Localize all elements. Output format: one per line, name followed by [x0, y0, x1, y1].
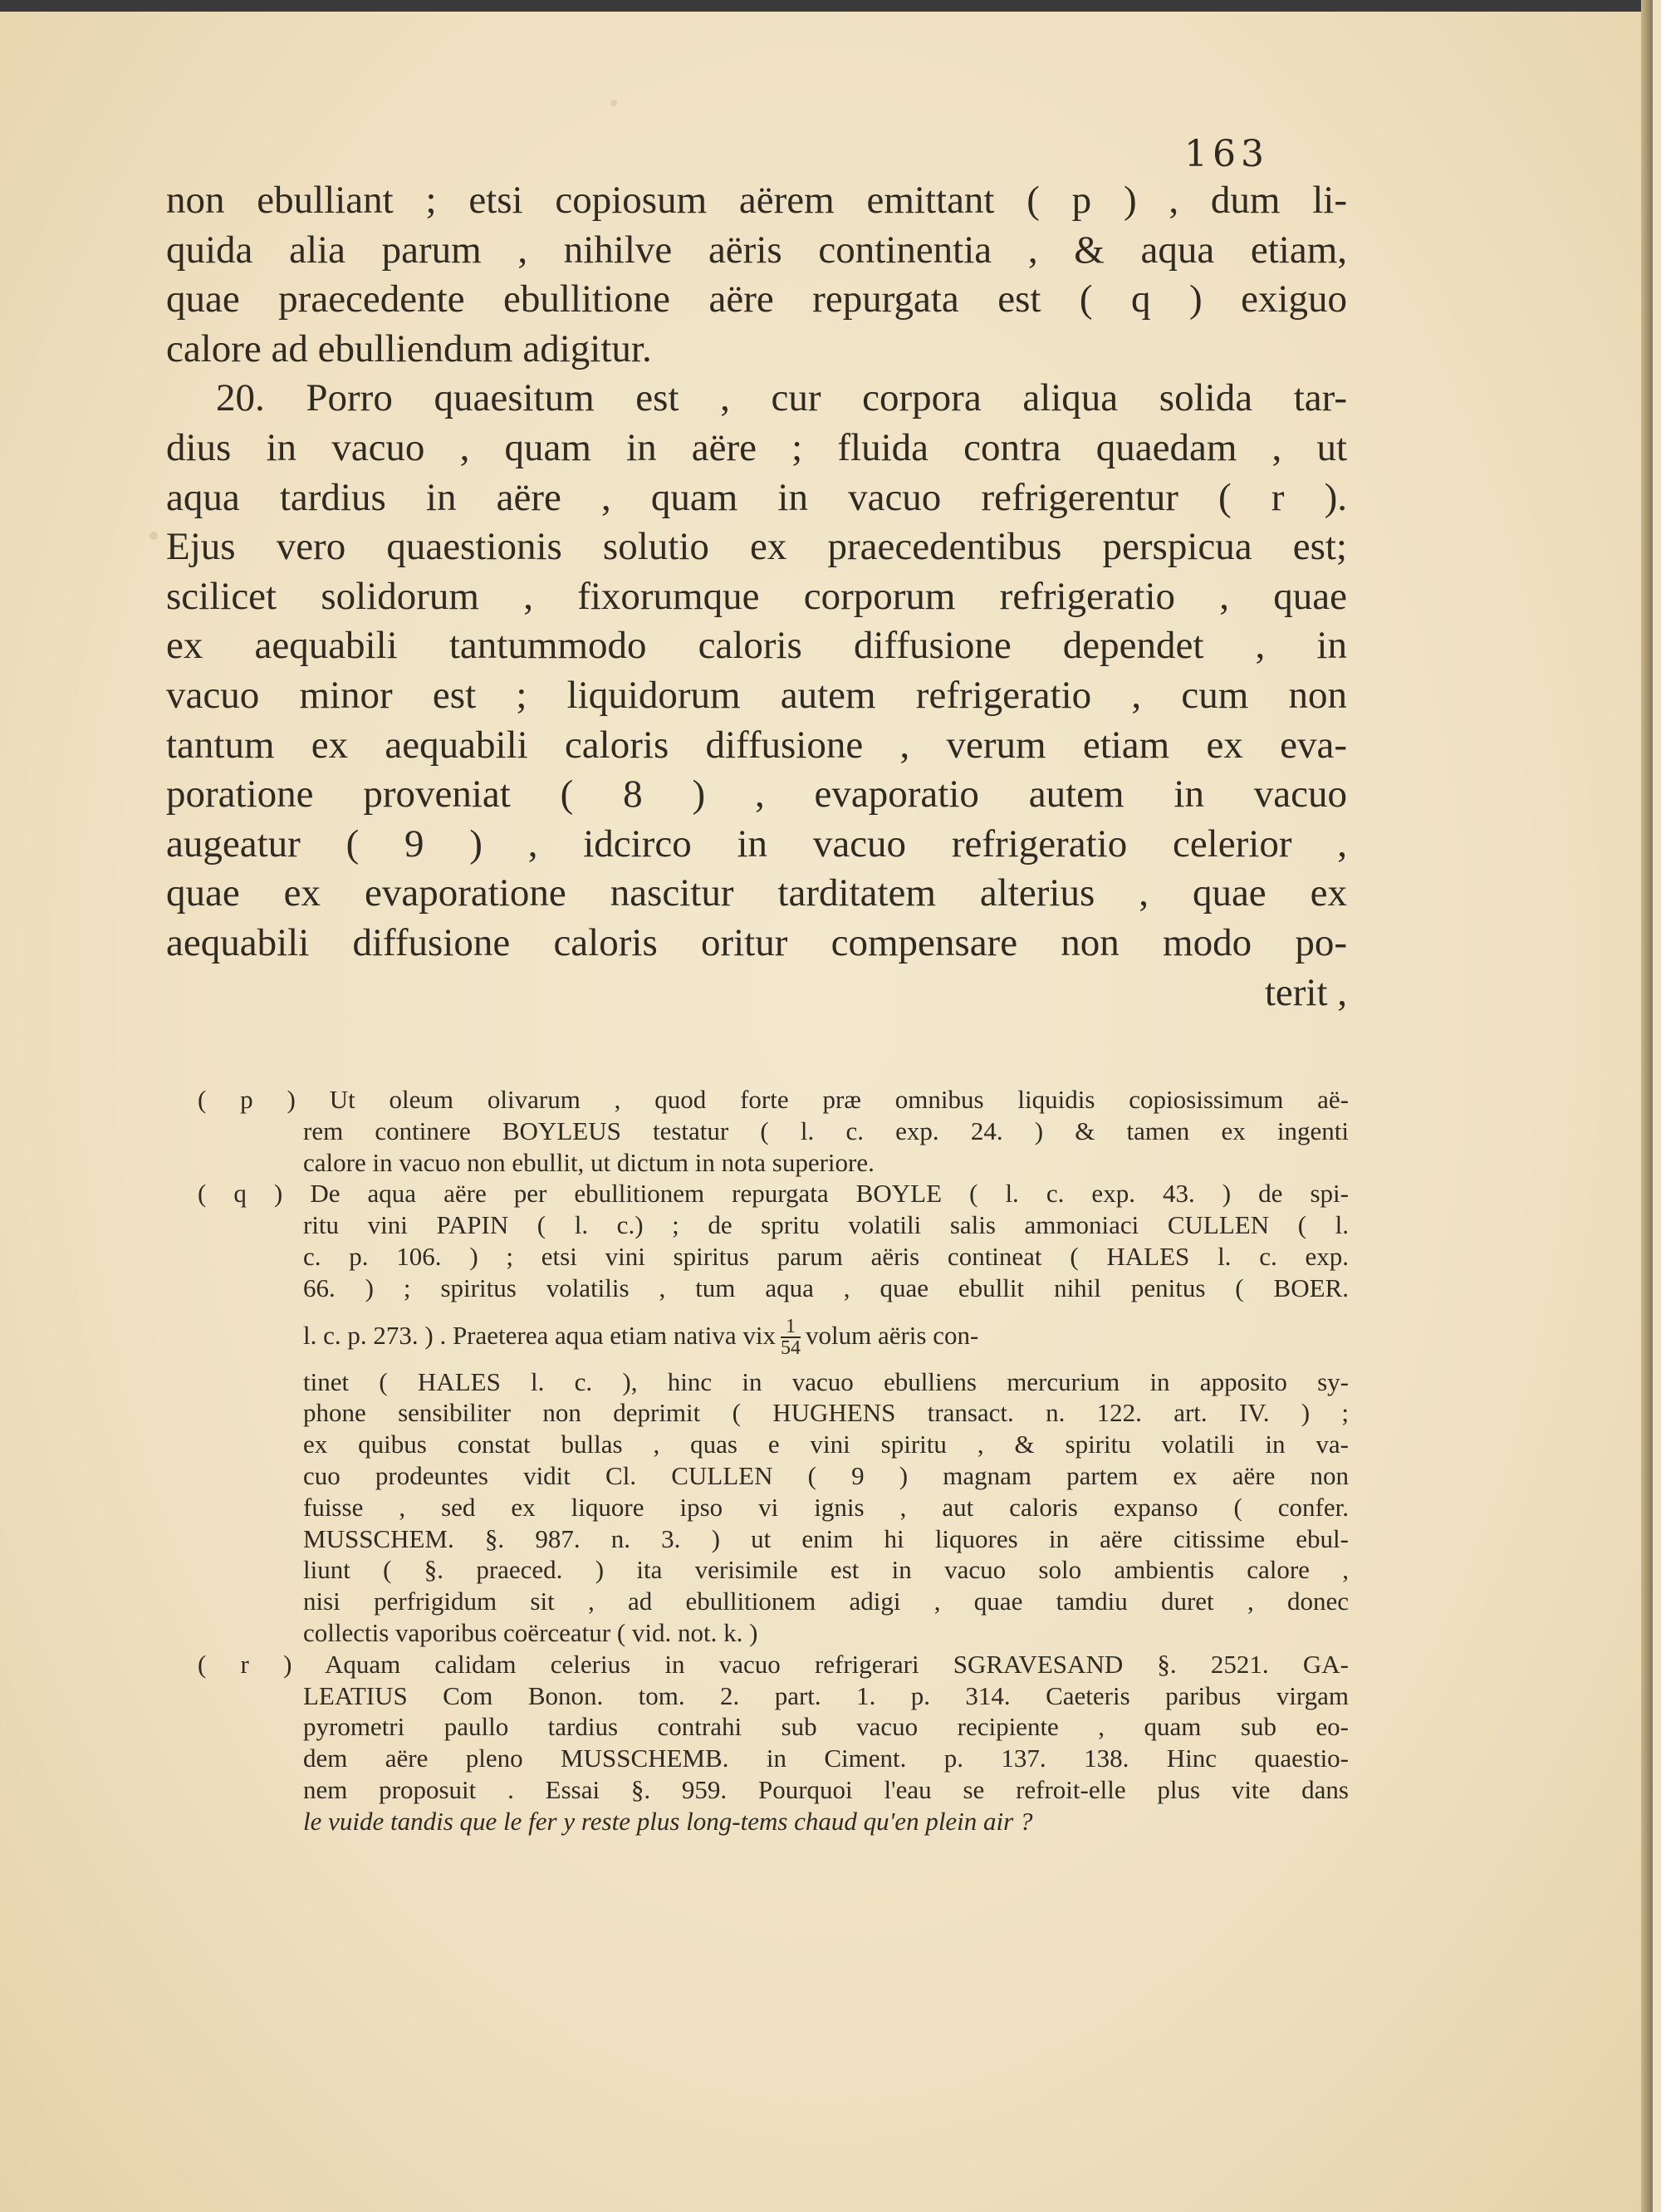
text-line: tantum ex aequabili caloris diffusione , verum etiam ex eva- [166, 723, 1347, 767]
footnote-p-line: calore in vacuo non ebullit, ut dictum in nota superiore. [303, 1147, 875, 1177]
footnote-text: Aquam calidam celerius in vacuo refrigerari SGRAVESAND §. 2521. GA- [324, 1649, 1349, 1679]
catchword: terit , [1264, 970, 1347, 1014]
text-line: augeatur ( 9 ) , idcirco in vacuo refrigeratio celerior , [166, 822, 1347, 866]
main-text [166, 176, 1347, 1018]
text-line: aequabili diffusione caloris oritur compensare non modo po- [166, 920, 1347, 964]
footnote-q-fraction-line [189, 1304, 1349, 1366]
text-line: non ebulliant ; etsi copiosum aërem emittant ( p ) , dum li- [166, 179, 1347, 222]
footnote-p-line [189, 1084, 1349, 1116]
fraction [781, 1317, 801, 1358]
footnote-q-line: c. p. 106. ) ; etsi vini spiritus parum aëris contineat ( HALES l. c. exp. [303, 1241, 1349, 1271]
footnote-text: volum aëris con- [805, 1320, 979, 1350]
footnote-q-line [189, 1178, 1349, 1209]
footnote-text: De aqua aëre per ebullitionem repurgata BOYLE ( l. c. exp. 43. ) de spi- [310, 1179, 1349, 1209]
footnote-q-line: phone sensibiliter non deprimit ( HUGHENS transact. n. 122. art. IV. ) ; [303, 1398, 1349, 1428]
paper-stain [610, 100, 617, 106]
footnote-q-line: MUSSCHEM. §. 987. n. 3. ) ut enim hi liquores in aëre citissime ebul- [303, 1523, 1349, 1553]
scan-top-edge [0, 0, 1653, 12]
page-number: 163 [1184, 133, 1269, 175]
text-line: calore ad ebulliendum adigitur. [166, 326, 652, 370]
text-line: quae praecedente ebullitione aëre repurgata est ( q ) exiguo [166, 277, 1347, 321]
text-line: quae ex evaporatione nascitur tarditatem alterius , quae ex [166, 871, 1347, 915]
footnote-q-line: ritu vini PAPIN ( l. c.) ; de spritu volatili salis ammoniaci CULLEN ( l. [303, 1210, 1349, 1240]
footnote-r-line: le vuide tandis que le fer y reste plus long-tems chaud qu'en plein air ? [303, 1806, 1033, 1836]
paragraph-start-line: 20. Porro quaesitum est , cur corpora aliqua solida tar- [216, 376, 1347, 420]
footnote-text: l. c. p. 273. ) . Praeterea aqua etiam nativa vix [303, 1320, 776, 1350]
footnote-q-line: ex quibus constat bullas , quas e vini spiritu , & spiritu volatili in va- [303, 1430, 1349, 1459]
text-line: quida alia parum , nihilve aëris continentia , & aqua etiam, [166, 228, 1347, 272]
footnotes [189, 1084, 1349, 1837]
footnote-r-line [189, 1649, 1349, 1680]
footnote-q-line: fuisse , sed ex liquore ipso vi ignis , aut caloris expanso ( confer. [303, 1492, 1349, 1522]
footnote-r-line: pyrometri paullo tardius contrahi sub vacuo recipiente , quam sub eo- [303, 1712, 1349, 1742]
text-line: poratione proveniat ( 8 ) , evaporatio autem in vacuo [166, 772, 1347, 817]
footnote-q-line: cuo prodeuntes vidit Cl. CULLEN ( 9 ) magnam partem ex aëre non [303, 1460, 1349, 1490]
footnote-q-line: nisi perfrigidum sit , ad ebullitionem adigi , quae tamdiu duret , donec [303, 1587, 1349, 1616]
footnote-text: Ut oleum olivarum , quod forte præ omnibus liquidis copiosissimum aë- [329, 1085, 1350, 1114]
footnote-r-line: nem proposuit . Essai §. 959. Pourquoi l'eau se refroit-elle plus vite dans [303, 1774, 1349, 1804]
text-line: Ejus vero quaestionis solutio ex praecedentibus perspicua est; [166, 525, 1347, 569]
fraction-denominator: 54 [780, 1337, 801, 1360]
footnote-q-line: collectis vaporibus coërceatur ( vid. not. k. ) [303, 1617, 758, 1647]
footnote-r-line: dem aëre pleno MUSSCHEMB. in Ciment. p. 137. 138. Hinc quaestio- [303, 1744, 1349, 1773]
fraction-numerator: 1 [781, 1317, 801, 1338]
footnote-marker-q: ( q ) [198, 1179, 283, 1209]
text-line: ex aequabili tantummodo caloris diffusione dependet , in [166, 624, 1347, 668]
footnote-q-line: 66. ) ; spiritus volatilis , tum aqua , quae ebullit nihil penitus ( BOER. [303, 1273, 1349, 1302]
text-line: dius in vacuo , quam in aëre ; fluida contra quaedam , ut [166, 425, 1347, 469]
paper-stain [149, 532, 158, 540]
text-line: vacuo minor est ; liquidorum autem refrigeratio , cum non [166, 673, 1347, 717]
footnote-r-line: LEATIUS Com Bonon. tom. 2. part. 1. p. 314. Caeteris paribus virgam [303, 1680, 1349, 1710]
text-line: aqua tardius in aëre , quam in vacuo refrigerentur ( r ). [166, 475, 1347, 519]
page-gutter [1641, 0, 1653, 2212]
footnote-marker-p: ( p ) [198, 1085, 296, 1114]
footnote-marker-r: ( r ) [198, 1649, 292, 1679]
text-line: scilicet solidorum , fixorumque corporum refrigeratio , quae [166, 574, 1347, 618]
footnote-q-line: tinet ( HALES l. c. ), hinc in vacuo ebulliens mercurium in apposito sy- [303, 1366, 1349, 1396]
footnote-q-line: liunt ( §. praeced. ) ita verisimile est in vacuo solo ambientis calore , [303, 1555, 1349, 1585]
footnote-p-line: rem continere BOYLEUS testatur ( l. c. exp. 24. ) & tamen ex ingenti [303, 1116, 1349, 1145]
